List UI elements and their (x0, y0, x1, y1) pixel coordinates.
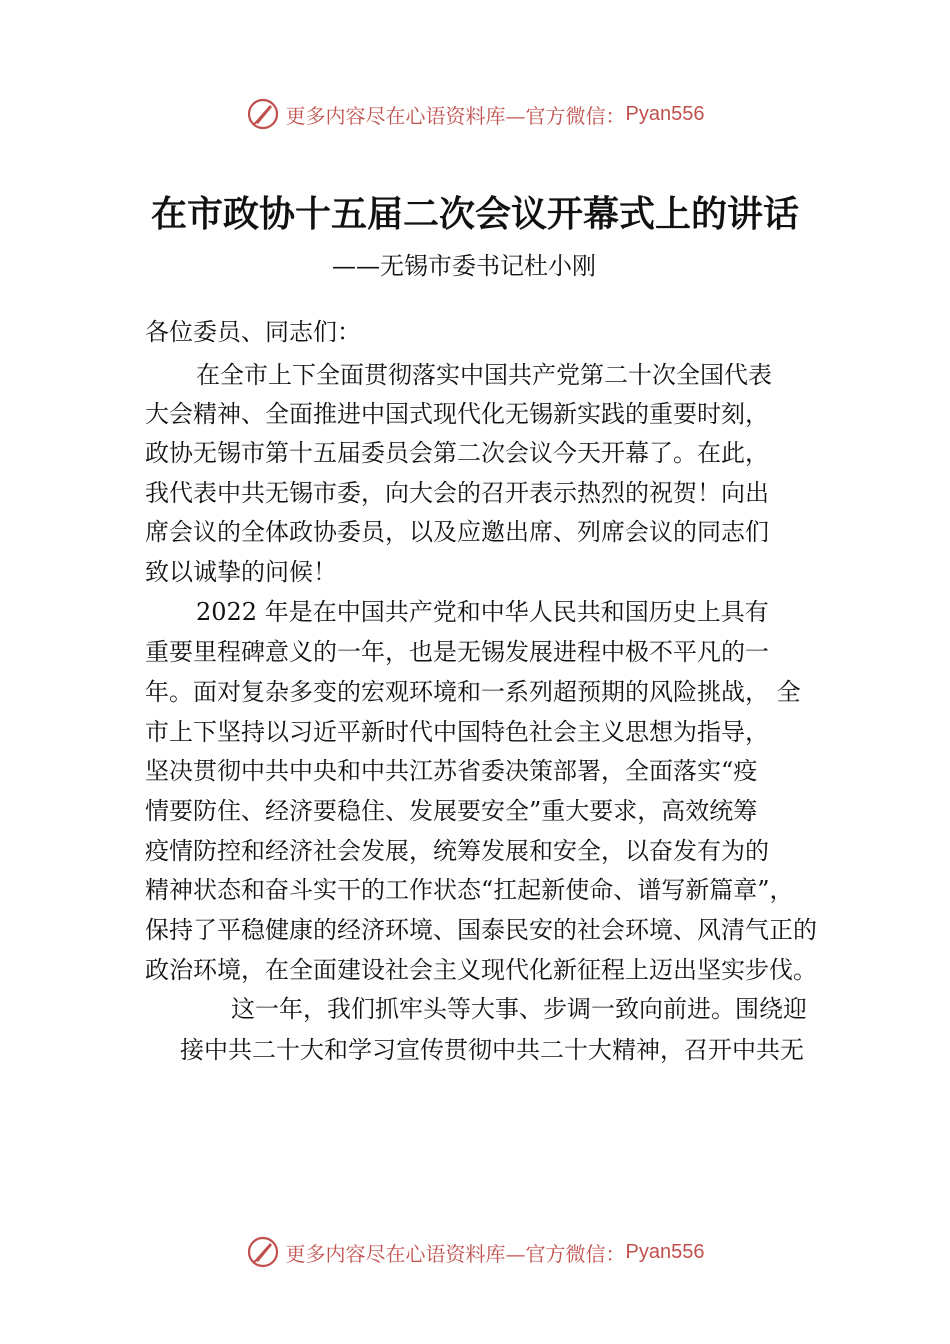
body-line: 这一年，我们抓牢头等大事、步调一致向前进。围绕迎 (231, 995, 807, 1023)
body-line: 精神状态和奋斗实干的工作状态“扛起新使命、谱写新篇章”， (145, 876, 794, 904)
banner-text: 更多内容尽在心语资料库—官方微信： (285, 103, 626, 128)
salutation: 各位委员、同志们： (145, 318, 361, 346)
body-line: 年。面对复杂多变的宏观环境和一系列超预期的风险挑战， 全 (145, 678, 801, 706)
document-title: 在市政协十五届二次会议开幕式上的讲话 (150, 193, 799, 235)
body-line: 坚决贯彻中共中央和中共江苏省委决策部署，全面落实“疫 (145, 757, 758, 785)
document-subtitle: ——无锡市委书记杜小刚 (332, 252, 596, 280)
body-line: 席会议的全体政协委员，以及应邀出席、列席会议的同志们 (145, 518, 769, 546)
banner-text: 更多内容尽在心语资料库—官方微信： (285, 1241, 626, 1266)
body-line: 2022 年是在中国共产党和中华人民共和国历史上具有 (196, 598, 769, 626)
body-line: 政协无锡市第十五届委员会第二次会议今天开幕了。在此， (145, 439, 769, 467)
quill-logo-icon (246, 97, 280, 131)
body-line: 在全市上下全面贯彻落实中国共产党第二十次全国代表 (196, 361, 772, 389)
footer-banner (0, 1232, 950, 1272)
body-line: 市上下坚持以习近平新时代中国特色社会主义思想为指导， (145, 718, 769, 746)
body-line: 接中共二十大和学习宣传贯彻中共二十大精神，召开中共无 (180, 1036, 804, 1064)
body-line: 重要里程碑意义的一年，也是无锡发展进程中极不平凡的一 (145, 638, 769, 666)
banner-wechat-id: Pyan556 (625, 1240, 705, 1263)
header-banner (0, 94, 950, 134)
body-line: 政治环境，在全面建设社会主义现代化新征程上迈出坚实步伐。 (145, 956, 817, 984)
body-line: 情要防住、经济要稳住、发展要安全”重大要求，高效统筹 (145, 797, 758, 825)
body-line: 保持了平稳健康的经济环境、国泰民安的社会环境、风清气正的 (145, 916, 817, 944)
banner-wechat-id: Pyan556 (625, 102, 705, 125)
quill-logo-icon (246, 1235, 280, 1269)
body-line: 疫情防控和经济社会发展，统筹发展和安全，以奋发有为的 (145, 837, 769, 865)
body-line: 致以诚挚的问候！ (145, 558, 337, 586)
body-line: 大会精神、全面推进中国式现代化无锡新实践的重要时刻， (145, 400, 769, 428)
body-line: 我代表中共无锡市委，向大会的召开表示热烈的祝贺！向出 (145, 479, 769, 507)
